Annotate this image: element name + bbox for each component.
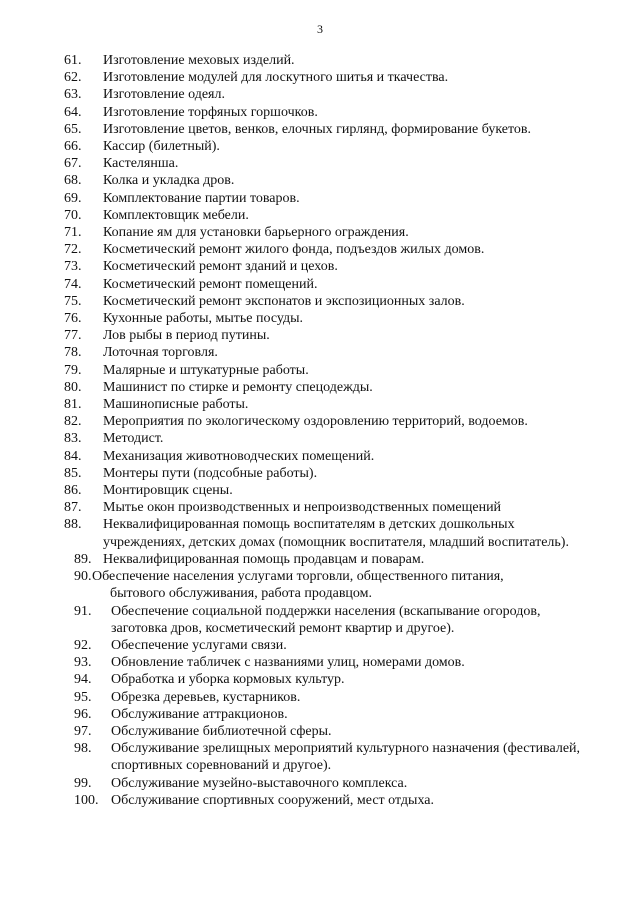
item-number: 81.	[64, 397, 82, 413]
item-text: Механизация животноводческих помещений.	[103, 448, 375, 464]
item-number: 78.	[64, 345, 82, 361]
list-item	[0, 258, 640, 275]
item-number: 64.	[64, 104, 82, 120]
item-number: 97.	[74, 723, 92, 739]
list-item	[0, 775, 640, 792]
list-item	[0, 396, 640, 413]
item-text: Обслуживание зрелищных мероприятий культурного назначения (фестивалей, спортивных соревнований и другое).	[111, 741, 581, 774]
item-text: Кассир (билетный).	[103, 139, 220, 155]
list-item	[0, 241, 640, 258]
item-text: Обслуживание библиотечной сферы.	[111, 723, 332, 739]
item-text: Обеспечение населения услугами торговли, общественного питания,	[92, 569, 504, 585]
item-text: Мероприятия по экологическому оздоровлению территорий, водоемов.	[103, 414, 528, 430]
item-number: 94.	[74, 672, 92, 688]
item-number: 89.	[74, 551, 92, 567]
list-item	[0, 723, 640, 740]
item-number: 70.	[64, 207, 82, 223]
item-text: Лов рыбы в период путины.	[103, 328, 270, 344]
item-number: 98.	[74, 741, 92, 757]
item-text: Кухонные работы, мытье посуды.	[103, 311, 304, 327]
item-text: Мытье окон производственных и непроизводственных помещений	[103, 500, 502, 516]
item-number: 75.	[64, 293, 82, 309]
item-text: Комплектование партии товаров.	[103, 190, 300, 206]
item-number: 87.	[64, 500, 82, 516]
item-text: Косметический ремонт экспонатов и экспозиционных залов.	[103, 293, 465, 309]
list-item	[0, 138, 640, 155]
item-number: 71.	[64, 225, 82, 241]
item-text: Кастелянша.	[103, 156, 179, 172]
item-number: 90.	[74, 569, 92, 585]
item-text: Лоточная торговля.	[103, 345, 218, 361]
item-number: 79.	[64, 362, 82, 378]
item-number: 96.	[74, 706, 92, 722]
item-number: 95.	[74, 689, 92, 705]
item-text: Изготовление модулей для лоскутного шитья и ткачества.	[103, 70, 449, 86]
item-text: Изготовление торфяных горшочков.	[103, 104, 318, 120]
list-item	[0, 551, 640, 568]
list-item	[0, 104, 640, 121]
item-number: 72.	[64, 242, 82, 258]
list-item	[0, 224, 640, 241]
item-text-block	[92, 568, 572, 602]
item-text: Обновление табличек с названиями улиц, номерами домов.	[111, 655, 465, 671]
item-number: 69.	[64, 190, 82, 206]
list-item	[0, 603, 640, 637]
list-item	[0, 276, 640, 293]
list-item	[0, 654, 640, 671]
list-item	[0, 637, 640, 654]
list-item	[0, 499, 640, 516]
item-text: Методист.	[103, 431, 164, 447]
item-text: Обработка и уборка кормовых культур.	[111, 672, 345, 688]
item-number: 76.	[64, 311, 82, 327]
item-number: 73.	[64, 259, 82, 275]
list-item	[0, 362, 640, 379]
item-text: Изготовление одеял.	[103, 87, 225, 103]
item-text-continuation: бытового обслуживания, работа продавцом.	[110, 586, 373, 602]
item-number: 86.	[64, 483, 82, 499]
item-number: 68.	[64, 173, 82, 189]
item-text: Обслуживание спортивных сооружений, мест отдыха.	[111, 792, 434, 808]
item-text: Комплектовщик мебели.	[103, 207, 249, 223]
list-item	[0, 86, 640, 103]
list-item	[0, 689, 640, 706]
item-number: 77.	[64, 328, 82, 344]
list-item	[0, 293, 640, 310]
list-item	[0, 327, 640, 344]
item-number: 61.	[64, 53, 82, 68]
item-number: 92.	[74, 637, 92, 653]
list-item	[0, 430, 640, 447]
list-item	[0, 516, 640, 550]
list-item	[0, 310, 640, 327]
list-item	[0, 207, 640, 224]
list-item	[0, 568, 640, 602]
item-number: 88.	[64, 517, 82, 533]
list-item	[0, 706, 640, 723]
item-text: Машинописные работы.	[103, 397, 249, 413]
list-item	[0, 465, 640, 482]
item-number: 84.	[64, 448, 82, 464]
list-item	[0, 121, 640, 138]
list-item	[0, 379, 640, 396]
item-number: 82.	[64, 414, 82, 430]
item-text: Косметический ремонт жилого фонда, подъездов жилых домов.	[103, 242, 485, 258]
list-item	[0, 413, 640, 430]
item-text: Косметический ремонт зданий и цехов.	[103, 259, 338, 275]
list-item	[0, 190, 640, 207]
list-item	[0, 740, 640, 774]
list-item	[0, 52, 640, 69]
item-text: Монтировщик сцены.	[103, 483, 233, 499]
item-text: Обслуживание музейно-выставочного комплекса.	[111, 775, 408, 791]
item-text: Изготовление цветов, венков, елочных гирлянд, формирование букетов.	[103, 121, 532, 137]
item-number: 62.	[64, 70, 82, 86]
item-number: 91.	[74, 603, 92, 619]
item-text: Копание ям для установки барьерного ограждения.	[103, 225, 409, 241]
item-number: 93.	[74, 655, 92, 671]
list-item	[0, 69, 640, 86]
item-number: 65.	[64, 121, 82, 137]
item-text: Обеспечение социальной поддержки населения (вскапывание огородов, заготовка дров, косметический ремонт квартир и другое).	[111, 603, 541, 636]
item-text: Обслуживание аттракционов.	[111, 706, 288, 722]
item-number: 74.	[64, 276, 82, 292]
item-number: 63.	[64, 87, 82, 103]
item-number: 66.	[64, 139, 82, 155]
item-text: Косметический ремонт помещений.	[103, 276, 318, 292]
item-text: Неквалифицированная помощь воспитателям в детских дошкольных учреждениях, детских домах (помощник воспитателя, младший воспитатель).	[103, 517, 569, 550]
item-text: Малярные и штукатурные работы.	[103, 362, 309, 378]
item-number: 99.	[74, 775, 92, 791]
item-number: 100.	[74, 792, 99, 808]
item-text: Неквалифицированная помощь продавцам и поварам.	[103, 551, 425, 567]
item-number: 67.	[64, 156, 82, 172]
item-text: Обеспечение услугами связи.	[111, 637, 287, 653]
list-item	[0, 448, 640, 465]
item-text: Изготовление меховых изделий.	[103, 53, 295, 68]
item-text: Колка и укладка дров.	[103, 173, 235, 189]
page-number: 3	[317, 22, 323, 36]
list-item	[0, 155, 640, 172]
item-text: Обрезка деревьев, кустарников.	[111, 689, 301, 705]
item-number: 85.	[64, 465, 82, 481]
list-item	[0, 482, 640, 499]
list-item	[0, 792, 640, 809]
item-number: 80.	[64, 379, 82, 395]
item-number: 83.	[64, 431, 82, 447]
list-item	[0, 671, 640, 688]
item-text: Машинист по стирке и ремонту спецодежды.	[103, 379, 373, 395]
list-item	[0, 344, 640, 361]
list-item	[0, 172, 640, 189]
item-text: Монтеры пути (подсобные работы).	[103, 465, 318, 481]
numbered-list	[0, 52, 640, 809]
